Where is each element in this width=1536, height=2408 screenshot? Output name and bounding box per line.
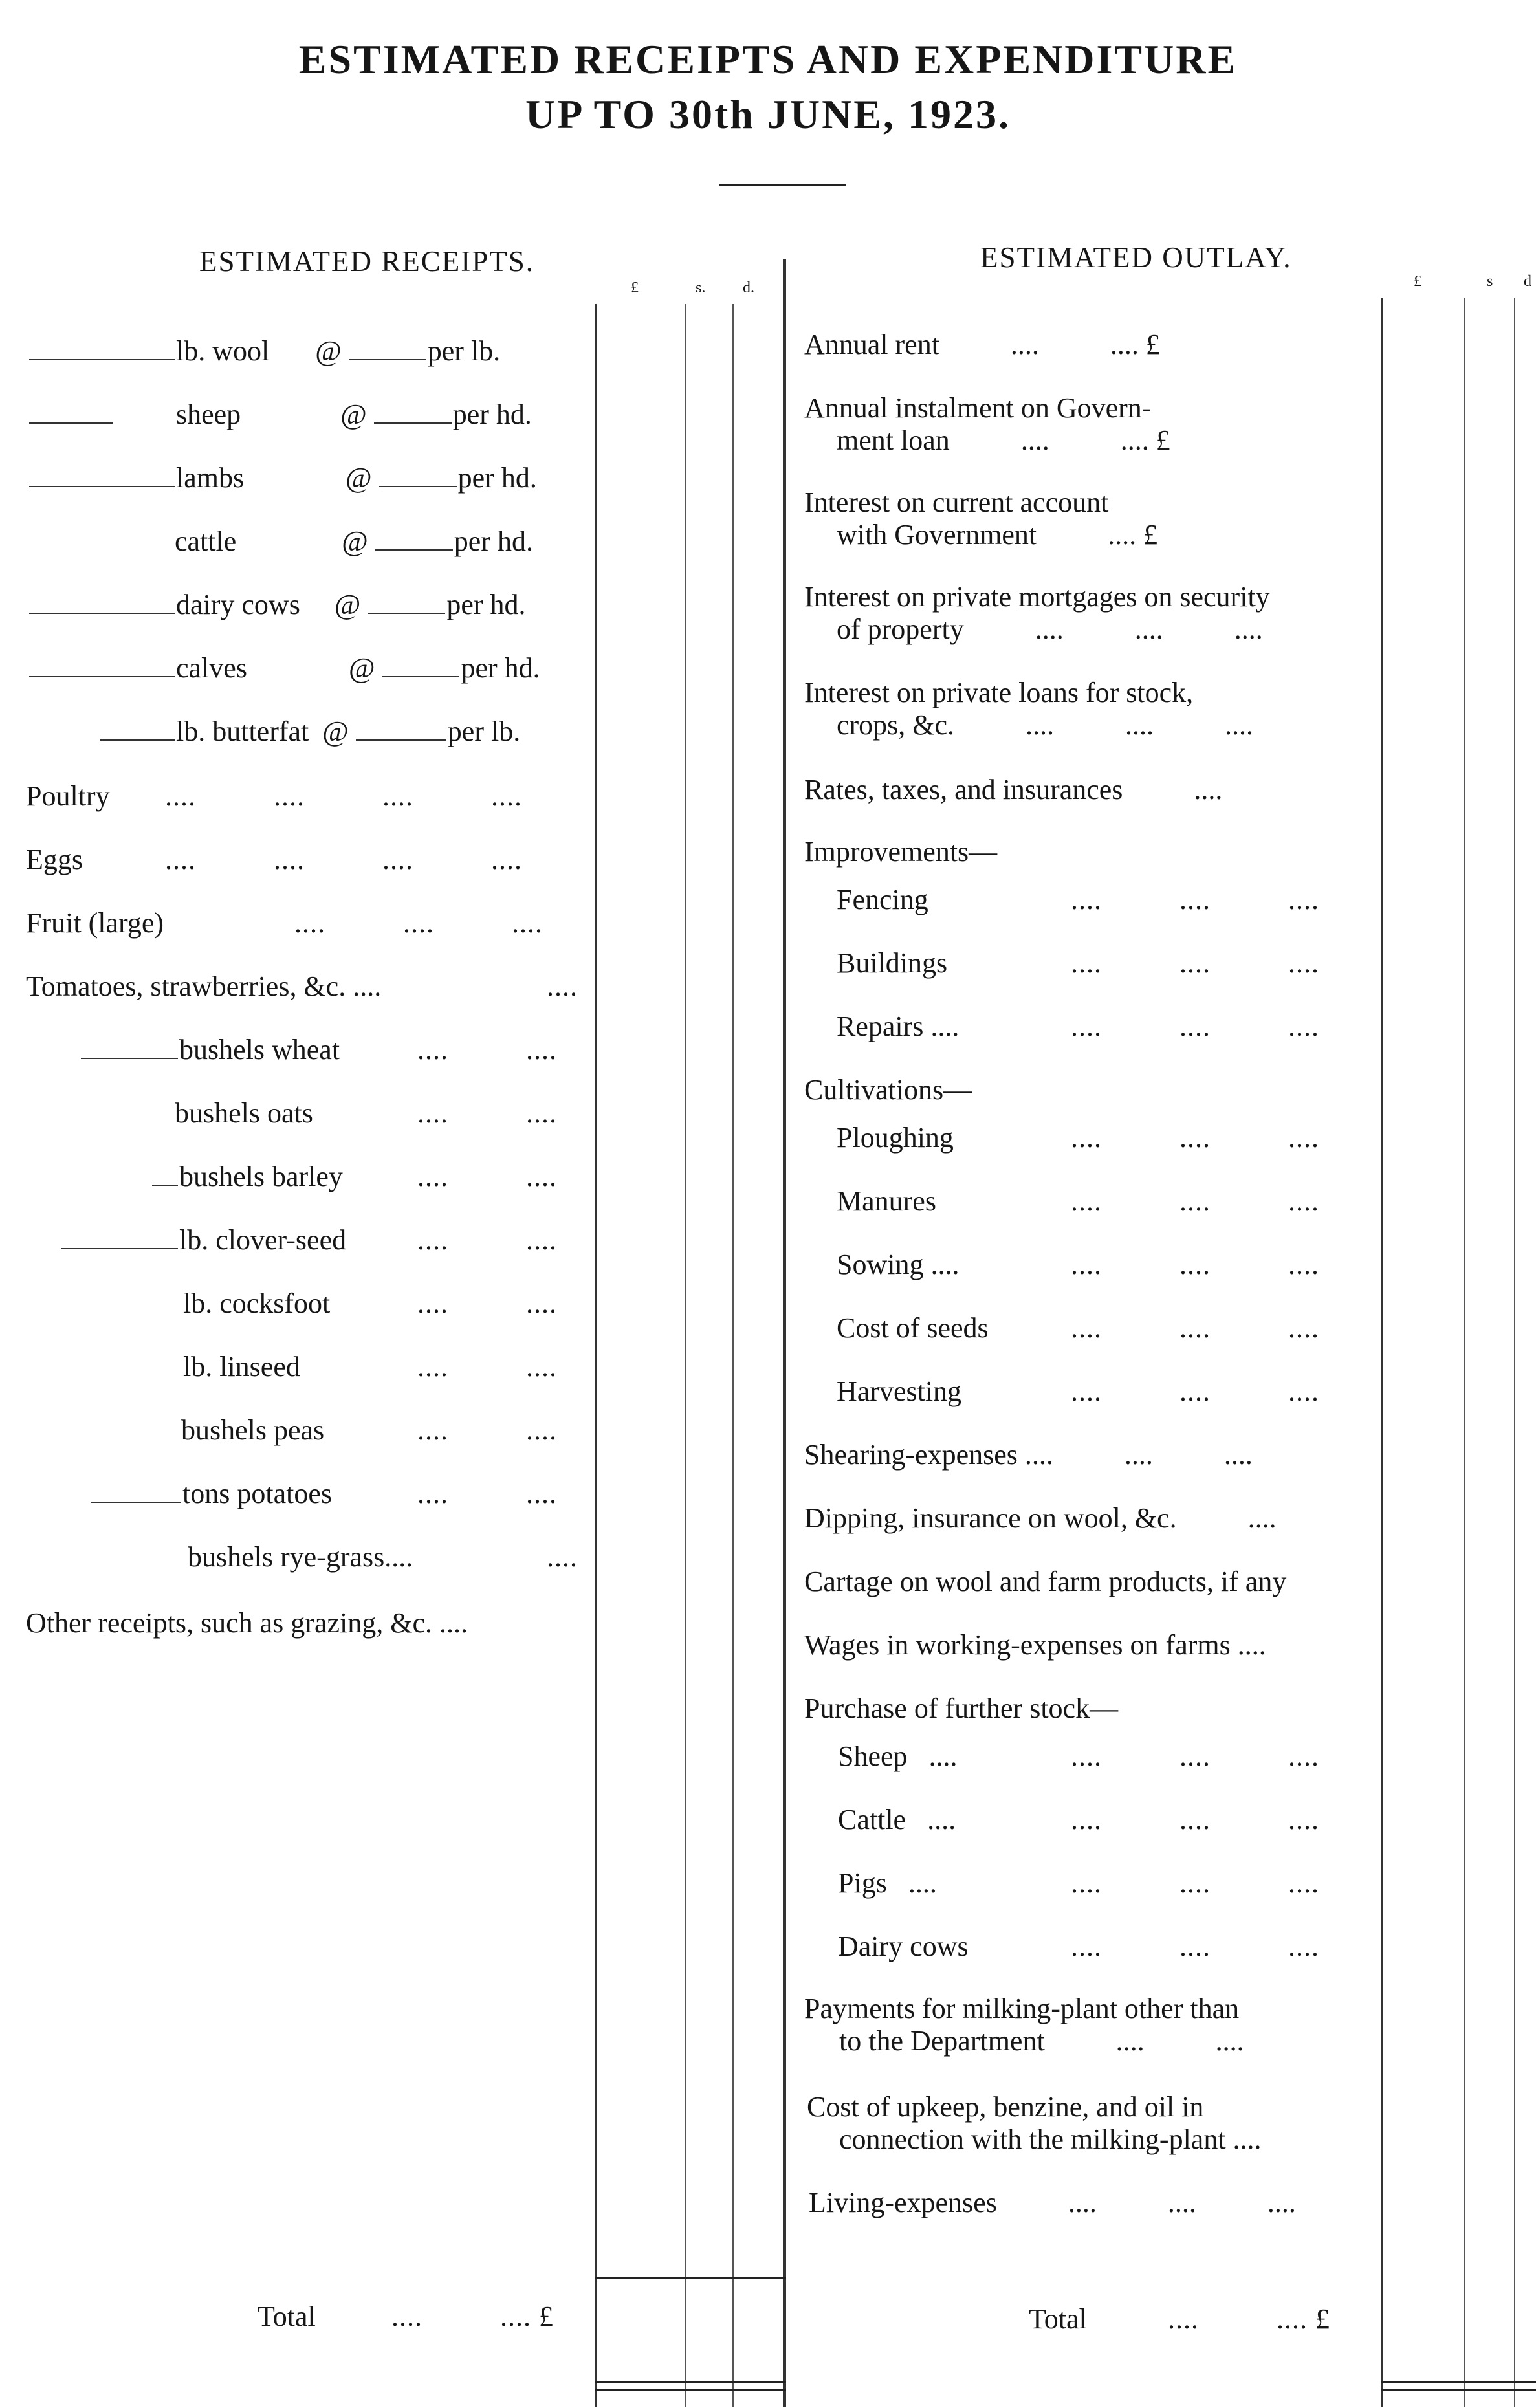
outlay-fencing-dots: .... .... ....: [1071, 884, 1319, 915]
receipt-fruit-row: [26, 907, 164, 939]
outlay-stock-pigs: Pigs ....: [838, 1867, 937, 1899]
receipts-total-dots: .... .... £: [391, 2301, 554, 2332]
receipt-oats-dots: .... ....: [417, 1097, 557, 1129]
outlay-rates: Rates, taxes, and insurances ....: [804, 774, 1223, 805]
outlay-pound-col-header: £: [1414, 273, 1421, 290]
receipt-peas-row: [181, 1414, 324, 1447]
outlay-annual-rent: Annual rent .... .... £: [804, 329, 1160, 360]
receipt-tomatoes-dots: ....: [547, 970, 578, 1002]
receipts-money-col-rule-pound: [685, 304, 686, 2407]
outlay-total-rule-1: [1381, 2381, 1536, 2383]
receipt-label: bushels wheat: [179, 1034, 340, 1066]
receipt-label: cattle: [175, 525, 237, 557]
outlay-total-dots: .... .... £: [1168, 2303, 1330, 2335]
outlay-shilling-col-header: s: [1487, 273, 1493, 290]
receipt-label: bushels peas: [181, 1414, 325, 1446]
receipts-subtotal-rule: [595, 2277, 786, 2279]
outlay-cartage: Cartage on wool and farm products, if any: [804, 1566, 1287, 1597]
outlay-ploughing: Ploughing: [837, 1122, 954, 1154]
outlay-stock-cattle: Cattle ....: [838, 1804, 956, 1835]
receipt-label: lb. cocksfoot: [183, 1287, 331, 1319]
receipt-clover-row: [61, 1224, 346, 1256]
receipt-label: lb. linseed: [183, 1351, 300, 1383]
outlay-sowing-dots: .... .... ....: [1071, 1249, 1319, 1280]
receipt-sheep-row: [29, 399, 532, 431]
receipt-rye-grass-row: [188, 1541, 413, 1573]
receipt-eggs-row: [26, 844, 83, 876]
receipt-label: Tomatoes, strawberries, &c. ....: [26, 970, 382, 1002]
outlay-harvesting: Harvesting: [837, 1375, 962, 1407]
outlay-wages: Wages in working-expenses on farms ....: [804, 1629, 1266, 1661]
outlay-fencing: Fencing: [837, 884, 928, 915]
receipt-wheat-dots: .... ....: [417, 1034, 557, 1066]
at-sign: @: [342, 525, 368, 557]
outlay-repairs: Repairs ....: [837, 1011, 960, 1042]
receipt-wool-row: [29, 335, 500, 367]
outlay-money-col-rule-left: [1381, 298, 1383, 2407]
outlay-ploughing-dots: .... .... ....: [1071, 1122, 1319, 1154]
receipt-calves-row: [29, 652, 540, 684]
outlay-buildings: Buildings: [837, 947, 948, 979]
per-unit: per lb.: [447, 716, 521, 747]
receipt-dairy-cows-row: [29, 589, 526, 621]
receipts-heading: ESTIMATED RECEIPTS.: [199, 245, 535, 278]
receipt-peas-dots: .... ....: [417, 1414, 557, 1446]
receipts-pence-col-header: d.: [743, 279, 754, 296]
outlay-buildings-dots: .... .... ....: [1071, 947, 1319, 979]
outlay-pence-col-header: d: [1524, 273, 1531, 290]
outlay-private-loans-line2: crops, &c. .... .... ....: [837, 709, 1254, 741]
receipt-potatoes-dots: .... ....: [417, 1478, 557, 1509]
at-sign: @: [348, 652, 375, 684]
outlay-stock-heading: Purchase of further stock—: [804, 1692, 1119, 1724]
per-unit: per hd.: [446, 589, 526, 620]
at-sign: @: [315, 335, 342, 367]
at-sign: @: [334, 589, 361, 620]
receipt-label: lambs: [176, 462, 245, 494]
receipt-barley-row: [152, 1161, 343, 1193]
receipt-label: bushels rye-grass....: [188, 1541, 413, 1573]
outlay-milking-payments-line2: to the Department .... ....: [839, 2025, 1244, 2057]
receipts-total-rule-2: [595, 2389, 786, 2391]
receipt-lambs-row: [29, 462, 537, 494]
at-sign: @: [340, 399, 367, 430]
outlay-upkeep-line2: connection with the milking-plant ....: [839, 2123, 1262, 2155]
receipt-linseed-row: [183, 1351, 300, 1383]
receipt-oats-row: [175, 1097, 313, 1130]
receipt-fruit-dots: .... .... ....: [294, 907, 543, 939]
outlay-manures-dots: .... .... ....: [1071, 1185, 1319, 1217]
outlay-stock-sheep: Sheep ....: [838, 1740, 958, 1772]
per-unit: per lb.: [427, 335, 501, 367]
receipt-label: Eggs: [26, 844, 83, 875]
receipt-label: lb. butterfat: [176, 716, 309, 747]
receipt-label: bushels oats: [175, 1097, 313, 1129]
outlay-cultivations-heading: Cultivations—: [804, 1074, 972, 1106]
outlay-shearing: Shearing-expenses .... .... ....: [804, 1439, 1253, 1471]
outlay-stock-dairy-cows: Dairy cows: [838, 1931, 969, 1962]
per-unit: per hd.: [454, 525, 533, 557]
outlay-stock-sheep-dots: .... .... ....: [1071, 1740, 1319, 1772]
per-unit: per hd.: [461, 652, 540, 684]
outlay-private-loans-line1: Interest on private loans for stock,: [804, 677, 1194, 708]
outlay-instalment-line2: ment loan .... .... £: [837, 424, 1170, 456]
outlay-interest-current-line2: with Government .... £: [837, 519, 1158, 551]
receipts-money-col-rule-left: [595, 304, 597, 2407]
outlay-stock-cattle-dots: .... .... ....: [1071, 1804, 1319, 1835]
receipt-label: lb. wool: [176, 335, 270, 367]
receipt-butterfat-row: [29, 716, 520, 748]
outlay-money-col-rule-shilling: [1514, 298, 1515, 2407]
receipt-tomatoes-row: [26, 970, 381, 1003]
outlay-improvements-heading: Improvements—: [804, 836, 998, 868]
receipt-label: tons potatoes: [182, 1478, 332, 1509]
at-sign: @: [322, 716, 349, 747]
page-title-line2: UP TO 30th JUNE, 1923.: [525, 91, 1011, 137]
outlay-mortgages-line2: of property .... .... ....: [837, 613, 1263, 645]
per-unit: per hd.: [457, 462, 537, 494]
receipt-label: Poultry: [26, 780, 110, 812]
receipt-cattle-row: [29, 525, 533, 558]
receipt-poultry-row: [26, 780, 110, 813]
receipts-shilling-col-header: s.: [696, 279, 706, 296]
at-sign: @: [346, 462, 372, 494]
outlay-total-label: Total: [1029, 2303, 1087, 2335]
per-unit: per hd.: [452, 399, 532, 430]
outlay-upkeep-line1: Cost of upkeep, benzine, and oil in: [807, 2091, 1204, 2123]
page-title-line1: ESTIMATED RECEIPTS AND EXPENDITURE: [298, 36, 1238, 82]
outlay-repairs-dots: .... .... ....: [1071, 1011, 1319, 1042]
outlay-dipping: Dipping, insurance on wool, &c. ....: [804, 1502, 1277, 1534]
center-divider: [783, 259, 786, 2407]
outlay-instalment-line1: Annual instalment on Govern-: [804, 392, 1152, 424]
receipt-cocksfoot-dots: .... ....: [417, 1287, 557, 1319]
receipt-wheat-row: [81, 1034, 340, 1066]
receipt-rye-grass-dots: ....: [547, 1541, 578, 1573]
receipt-label: calves: [176, 652, 247, 684]
receipts-total-rule-1: [595, 2381, 786, 2383]
receipt-clover-dots: .... ....: [417, 1224, 557, 1256]
outlay-living-expenses: Living-expenses .... .... ....: [809, 2187, 1296, 2218]
outlay-manures: Manures: [837, 1185, 936, 1217]
receipt-linseed-dots: .... ....: [417, 1351, 557, 1383]
receipt-potatoes-row: [91, 1478, 332, 1510]
receipt-label: lb. clover-seed: [179, 1224, 347, 1256]
outlay-cost-of-seeds-dots: .... .... ....: [1071, 1312, 1319, 1344]
outlay-milking-payments-line1: Payments for milking-plant other than: [804, 1993, 1240, 2024]
outlay-harvesting-dots: .... .... ....: [1071, 1375, 1319, 1407]
title-rule: [719, 184, 846, 186]
outlay-total-rule-2: [1381, 2389, 1536, 2391]
receipt-cocksfoot-row: [183, 1287, 330, 1320]
outlay-money-col-rule-pound: [1464, 298, 1465, 2407]
receipt-poultry-dots: .... .... .... ....: [165, 780, 522, 812]
receipt-barley-dots: .... ....: [417, 1161, 557, 1192]
receipts-total-label: Total: [258, 2301, 316, 2332]
receipts-money-col-rule-shilling: [732, 304, 734, 2407]
receipt-label: dairy cows: [176, 589, 300, 620]
receipt-other-row: Other receipts, such as grazing, &c. ....: [26, 1607, 468, 1639]
receipt-eggs-dots: .... .... .... ....: [165, 844, 522, 875]
outlay-interest-current-line1: Interest on current account: [804, 487, 1109, 518]
outlay-stock-pigs-dots: .... .... ....: [1071, 1867, 1319, 1899]
receipt-label: Fruit (large): [26, 907, 164, 939]
outlay-mortgages-line1: Interest on private mortgages on security: [804, 581, 1270, 613]
outlay-heading: ESTIMATED OUTLAY.: [980, 241, 1292, 274]
receipts-pound-col-header: £: [631, 279, 639, 296]
outlay-cost-of-seeds: Cost of seeds: [837, 1312, 989, 1344]
outlay-stock-dairy-cows-dots: .... .... ....: [1071, 1931, 1319, 1962]
receipt-label: bushels barley: [179, 1161, 343, 1192]
receipt-label: sheep: [176, 399, 241, 430]
outlay-sowing: Sowing ....: [837, 1249, 960, 1280]
